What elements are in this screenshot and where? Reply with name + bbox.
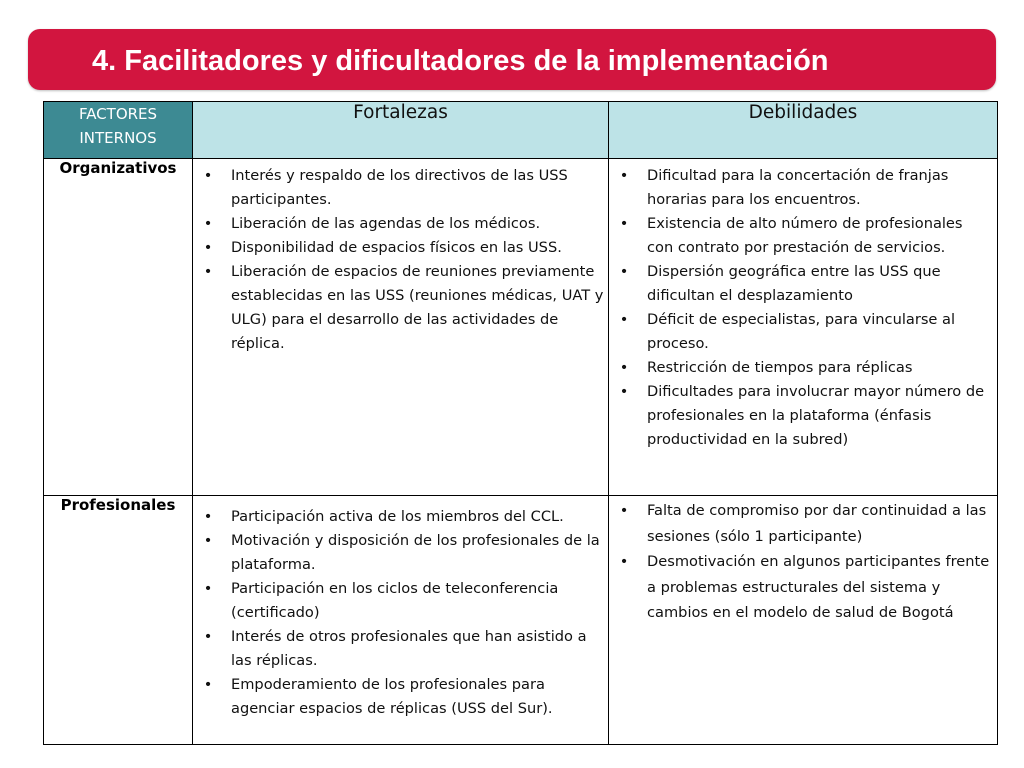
bullet-icon: • <box>203 532 213 549</box>
list-item: • Disponibilidad de espacios físicos en las USS. <box>193 236 604 260</box>
list-item: • Desmotivación en algunos participantes frente a problemas estructurales del sistema y cambios en el modelo de salud de Bogotá <box>609 549 993 626</box>
bullet-icon: • <box>203 676 213 693</box>
bullet-icon: • <box>619 263 629 280</box>
factors-table <box>43 101 998 745</box>
bullet-icon: • <box>619 311 629 328</box>
bullet-icon: • <box>203 263 213 280</box>
column-header-debilidades: Debilidades <box>609 102 998 159</box>
list-item: • Participación en los ciclos de teleconferencia (certificado) <box>193 577 604 625</box>
list-item: • Empoderamiento de los profesionales para agenciar espacios de réplicas (USS del Sur). <box>193 673 604 721</box>
list-item: • Participación activa de los miembros del CCL. <box>193 505 604 529</box>
bullet-icon: • <box>203 167 213 184</box>
table-row <box>44 159 998 496</box>
debilidades-list <box>609 159 997 452</box>
cell-debilidades <box>609 159 998 496</box>
list-item: • Interés y respaldo de los directivos de las USS participantes. <box>193 164 604 212</box>
bullet-icon: • <box>203 215 213 232</box>
bullet-icon: • <box>619 383 629 400</box>
header-row <box>44 102 998 159</box>
list-item: • Dispersión geográfica entre las USS que dificultan el desplazamiento <box>609 260 993 308</box>
bullet-icon: • <box>619 167 629 184</box>
cell-fortalezas <box>193 159 609 496</box>
list-item: • Liberación de espacios de reuniones previamente establecidas en las USS (reuniones médicas, UAT y ULG) para el desarrollo de las actividades de réplica. <box>193 260 604 356</box>
column-header-fortalezas: Fortalezas <box>193 102 609 159</box>
list-item: • Restricción de tiempos para réplicas <box>609 356 993 380</box>
list-item: • Liberación de las agendas de los médicos. <box>193 212 604 236</box>
corner-header: FACTORES INTERNOS <box>44 102 193 159</box>
list-item: • Interés de otros profesionales que han asistido a las réplicas. <box>193 625 604 673</box>
bullet-icon: • <box>203 508 213 525</box>
cell-debilidades <box>609 496 998 745</box>
fortalezas-list <box>193 496 608 721</box>
bullet-icon: • <box>619 359 629 376</box>
list-item: • Existencia de alto número de profesionales con contrato por prestación de servicios. <box>609 212 993 260</box>
list-item: • Déficit de especialistas, para vincularse al proceso. <box>609 308 993 356</box>
bullet-icon: • <box>619 215 629 232</box>
row-label-profesionales: Profesionales <box>44 496 193 745</box>
list-item: • Dificultades para involucrar mayor número de profesionales en la plataforma (énfasis productividad en la subred) <box>609 380 993 452</box>
cell-fortalezas <box>193 496 609 745</box>
bullet-icon: • <box>619 553 629 571</box>
table-row <box>44 496 998 745</box>
row-label-organizativos: Organizativos <box>44 159 193 496</box>
bullet-icon: • <box>203 239 213 256</box>
bullet-icon: • <box>203 628 213 645</box>
slide-title: 4. Facilitadores y dificultadores de la implementación <box>92 45 829 77</box>
fortalezas-list <box>193 159 608 356</box>
list-item: • Falta de compromiso por dar continuidad a las sesiones (sólo 1 participante) <box>609 498 993 549</box>
list-item: • Motivación y disposición de los profesionales de la plataforma. <box>193 529 604 577</box>
list-item: • Dificultad para la concertación de franjas horarias para los encuentros. <box>609 164 993 212</box>
bullet-icon: • <box>203 580 213 597</box>
debilidades-list <box>609 496 997 626</box>
bullet-icon: • <box>619 502 629 519</box>
